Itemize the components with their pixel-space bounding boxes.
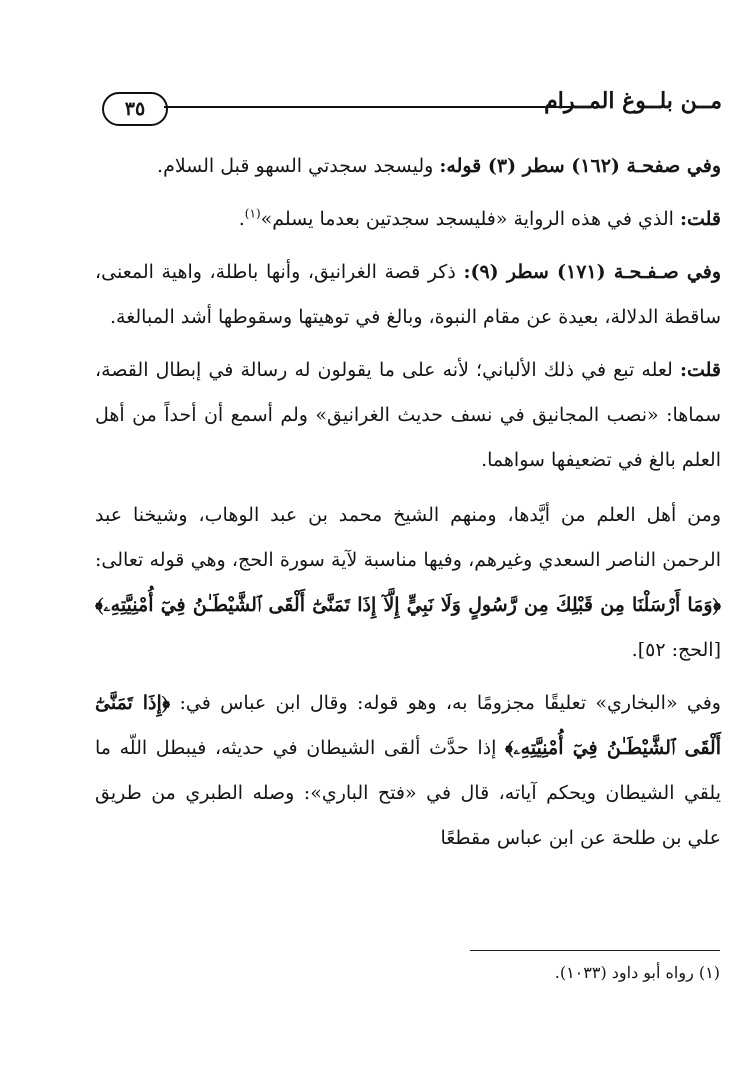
paragraph-6 [95,681,721,861]
paragraph-3 [95,250,721,340]
verse-citation: [الحج: ٥٢]. [631,639,721,661]
paragraph-text: وليسجد سجدتي السهو قبل السلام. [157,155,440,177]
paragraph-tail: . [238,208,245,230]
header-rule [164,106,582,108]
running-title: مــن بلــوغ المــرام [544,88,722,114]
quran-verse: ﴿إِذَا تَمَنَّىٰٓ أَلْقَى ٱلشَّيْطَـٰنُ فِيٓ أُمْنِيَّتِهِۦ﴾ [95,692,721,759]
footnote-reference[interactable]: (١) [244,206,261,221]
paragraph-text: وفي «البخاري» تعليقًا مجزومًا به، وهو قوله: وقال ابن عباس في: [170,692,721,714]
paragraph-text: الذي في هذه الرواية «فليسجد سجدتين بعدما يسلم» [260,208,680,230]
page-number: ٣٥ [124,98,146,120]
paragraph-5 [95,493,721,673]
paragraph-text: ومن أهل العلم من أيَّدها، ومنهم الشيخ محمد بن عبد الوهاب، وشيخنا عبد الرحمن الناصر السعدي وغيرهم، وفيها مناسبة لآية سورة الحج، وهي قوله تعالى: [95,504,721,571]
paragraph-text: ذكر قصة الغرانيق، وأنها باطلة، واهية المعنى، ساقطة الدلالة، بعيدة عن مقام النبوة، وبالغ في توهيتها وسقوطها أشد المبالغة. [95,261,721,328]
footnote: (١) رواه أبو داود (١٠٣٣). [554,963,720,982]
paragraph-4 [95,348,721,483]
paragraph-1 [95,144,721,189]
paragraph-lead: قلت: [679,359,721,381]
paragraph-lead: قلت: [679,208,721,230]
paragraph-text: لعله تبع في ذلك الألباني؛ لأنه على ما يقولون له رسالة في إبطال القصة، سماها: «نصب المجانيق في نسف حديث الغرانيق» ولم أسمع أن أحداً من أهل العلم بالغ في تضعيفها سواهما. [95,359,721,471]
paragraph-lead: وفي صفحـة (١٦٢) سطر (٣) قوله: [439,155,721,177]
paragraph-tail: إذا حدَّث ألقى الشيطان في حديثه، فيبطل اللّه ما يلقي الشيطان ويحكم آياته، قال في «فتح الباري»: وصله الطبري من طريق علي بن طلحة عن ابن عباس مقطعًا [95,737,721,849]
paragraph-lead: وفي صـفـحـة (١٧١) سطر (٩): [463,261,721,283]
footnote-divider [470,950,720,951]
page-number-badge [102,92,168,126]
quran-verse: ﴿وَمَا أَرْسَلْنَا مِن قَبْلِكَ مِن رَّسُولٍ وَلَا نَبِيٍّ إِلَّآ إِذَا تَمَنَّىٰٓ أَلْقَى ٱلشَّيْطَـٰنُ فِيٓ أُمْنِيَّتِهِۦ﴾ [95,594,721,616]
page-header [102,88,722,128]
paragraph-2 [95,197,721,242]
page-body [95,144,721,861]
